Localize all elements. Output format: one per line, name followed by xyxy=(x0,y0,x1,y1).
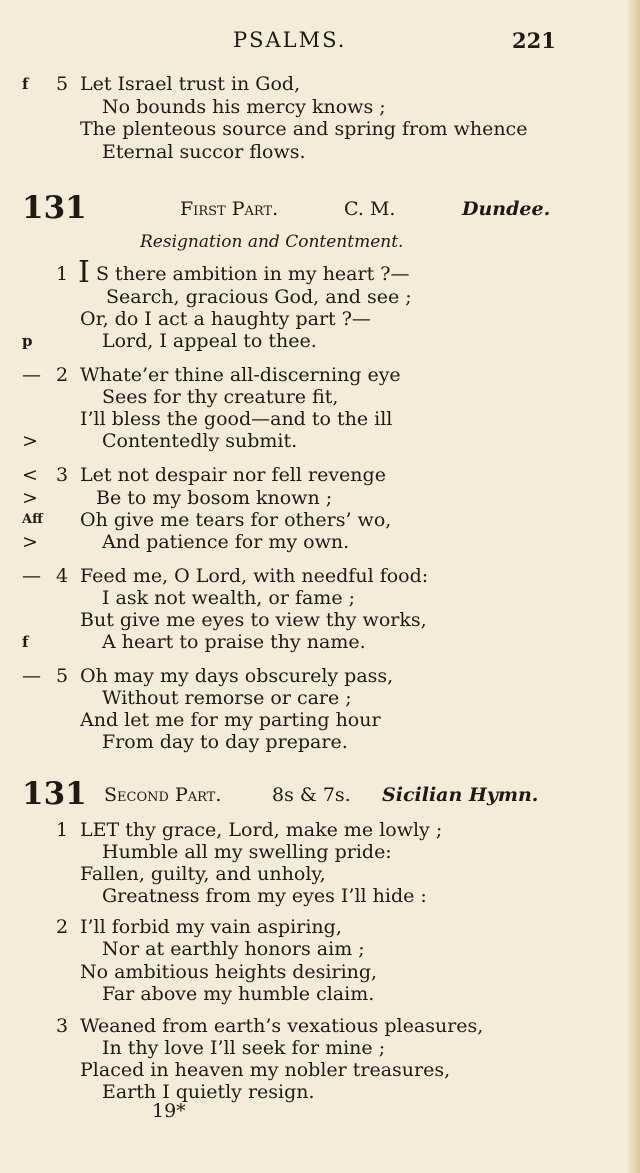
verse-text: The plenteous source and spring from whence xyxy=(80,118,528,140)
page-number: 221 xyxy=(512,28,556,53)
signature-mark: 19* xyxy=(152,1100,186,1122)
hymn-heading xyxy=(0,776,640,812)
verse-line xyxy=(0,530,640,554)
verse-text: In thy love I’ll seek for mine ; xyxy=(102,1037,386,1059)
verse-text: But give me eyes to view thy works, xyxy=(80,609,427,631)
verse-line xyxy=(0,140,640,164)
verse-line xyxy=(0,486,640,510)
verse-text: Nor at earthly honors aim ; xyxy=(102,938,365,960)
verse-line xyxy=(0,72,640,96)
verse-line xyxy=(0,708,640,732)
verse-text: Eternal succor flows. xyxy=(102,141,306,163)
verse-line xyxy=(0,630,640,654)
verse-line xyxy=(0,730,640,754)
verse-line xyxy=(0,117,640,141)
verse-text: Search, gracious God, and see ; xyxy=(106,286,412,308)
verse-text: Let not despair nor fell revenge xyxy=(80,464,386,486)
tune-name: Sicilian Hymn. xyxy=(382,784,539,806)
verse-text: Fallen, guilty, and unholy, xyxy=(80,863,326,885)
verse-text: Or, do I act a haughty part ?— xyxy=(80,308,371,330)
dynamic-mark: Aff xyxy=(22,512,43,527)
dynamic-mark: > xyxy=(22,487,38,509)
verse-line xyxy=(0,686,640,710)
verse-line xyxy=(0,608,640,632)
verse-line xyxy=(0,363,640,387)
verse-text: Earth I quietly resign. xyxy=(102,1081,315,1103)
stanza-number: 1 xyxy=(56,819,69,841)
verse-line xyxy=(0,862,640,886)
dynamic-mark: — xyxy=(22,565,41,587)
stanza-number: 3 xyxy=(56,1015,69,1037)
dynamic-mark: > xyxy=(22,531,38,553)
verse-text: From day to day prepare. xyxy=(102,731,348,753)
verse-text: S there ambition in my heart ?— xyxy=(96,263,410,285)
hymn-meter: C. M. xyxy=(344,198,396,220)
verse-text: Without remorse or care ; xyxy=(102,687,352,709)
verse-line xyxy=(0,937,640,961)
verse-text: I ask not wealth, or fame ; xyxy=(102,587,356,609)
stanza-number: 2 xyxy=(56,916,69,938)
stanza-number: 2 xyxy=(56,364,69,386)
hymn-part: First Part. xyxy=(180,198,279,220)
stanza-number: 5 xyxy=(56,665,69,687)
verse-line xyxy=(0,915,640,939)
verse-line xyxy=(0,1058,640,1082)
verse-line xyxy=(0,884,640,908)
verse-line xyxy=(0,255,640,290)
subject-line xyxy=(0,230,640,254)
dynamic-mark: f xyxy=(22,75,29,93)
dynamic-mark: — xyxy=(22,665,41,687)
verse-line xyxy=(0,329,640,353)
verse-line xyxy=(0,840,640,864)
dynamic-mark: — xyxy=(22,364,41,386)
verse-text: Whate’er thine all-discerning eye xyxy=(80,364,401,386)
verse-text: LET thy grace, Lord, make me lowly ; xyxy=(80,819,443,841)
verse-text: Contentedly submit. xyxy=(102,430,298,452)
verse-text: Lord, I appeal to thee. xyxy=(102,330,317,352)
verse-text: Greatness from my eyes I’ll hide : xyxy=(102,885,427,907)
verse-line xyxy=(0,95,640,119)
verse-line xyxy=(0,285,640,309)
hymn-part: Second Part. xyxy=(104,784,222,806)
verse-text: Oh give me tears for others’ wo, xyxy=(80,509,392,531)
verse-line xyxy=(0,586,640,610)
verse-line xyxy=(0,1014,640,1038)
dynamic-mark: f xyxy=(22,633,29,651)
verse-text: Far above my humble claim. xyxy=(102,983,375,1005)
verse-text: Be to my bosom known ; xyxy=(96,487,333,509)
verse-text: Let Israel trust in God, xyxy=(80,73,301,95)
verse-text: Oh may my days obscurely pass, xyxy=(80,665,394,687)
verse-text: And patience for my own. xyxy=(102,531,350,553)
verse-line xyxy=(0,818,640,842)
verse-text: Humble all my swelling pride: xyxy=(102,841,392,863)
verse-text: And let me for my parting hour xyxy=(80,709,381,731)
verse-line xyxy=(0,385,640,409)
hymn-heading xyxy=(0,190,640,226)
drop-cap: I xyxy=(78,255,90,290)
verse-line xyxy=(0,463,640,487)
running-head: PSALMS. xyxy=(233,28,347,52)
page-header xyxy=(0,28,640,54)
stanza-number: 3 xyxy=(56,464,69,486)
verse-line xyxy=(0,508,640,532)
verse-text: Placed in heaven my nobler treasures, xyxy=(80,1059,451,1081)
verse-text: I’ll bless the good—and to the ill xyxy=(80,408,393,430)
verse-line xyxy=(0,664,640,688)
verse-text: Weaned from earth’s vexatious pleasures, xyxy=(80,1015,484,1037)
verse-line xyxy=(0,429,640,453)
verse-line xyxy=(0,982,640,1006)
stanza-number: 5 xyxy=(56,73,69,95)
hymn-meter: 8s & 7s. xyxy=(272,784,351,806)
dynamic-mark: > xyxy=(22,430,38,452)
tune-name: Dundee. xyxy=(462,198,551,220)
verse-text: I’ll forbid my vain aspiring, xyxy=(80,916,342,938)
stanza-number: 1 xyxy=(56,263,69,285)
verse-text: No bounds his mercy knows ; xyxy=(102,96,386,118)
verse-line xyxy=(0,564,640,588)
verse-text: Feed me, O Lord, with needful food: xyxy=(80,565,429,587)
verse-line xyxy=(0,1080,640,1104)
dynamic-mark: p xyxy=(22,332,33,350)
hymn-number: 131 xyxy=(22,190,87,226)
verse-line xyxy=(0,407,640,431)
verse-text: No ambitious heights desiring, xyxy=(80,961,378,983)
verse-line xyxy=(0,307,640,331)
dynamic-mark: < xyxy=(22,464,38,486)
stanza-number: 4 xyxy=(56,565,69,587)
verse-text: A heart to praise thy name. xyxy=(102,631,366,653)
verse-line xyxy=(0,1036,640,1060)
hymn-subject: Resignation and Contentment. xyxy=(140,232,404,252)
verse-line xyxy=(0,960,640,984)
verse-text: Sees for thy creature fit, xyxy=(102,386,339,408)
hymn-number: 131 xyxy=(22,776,87,812)
